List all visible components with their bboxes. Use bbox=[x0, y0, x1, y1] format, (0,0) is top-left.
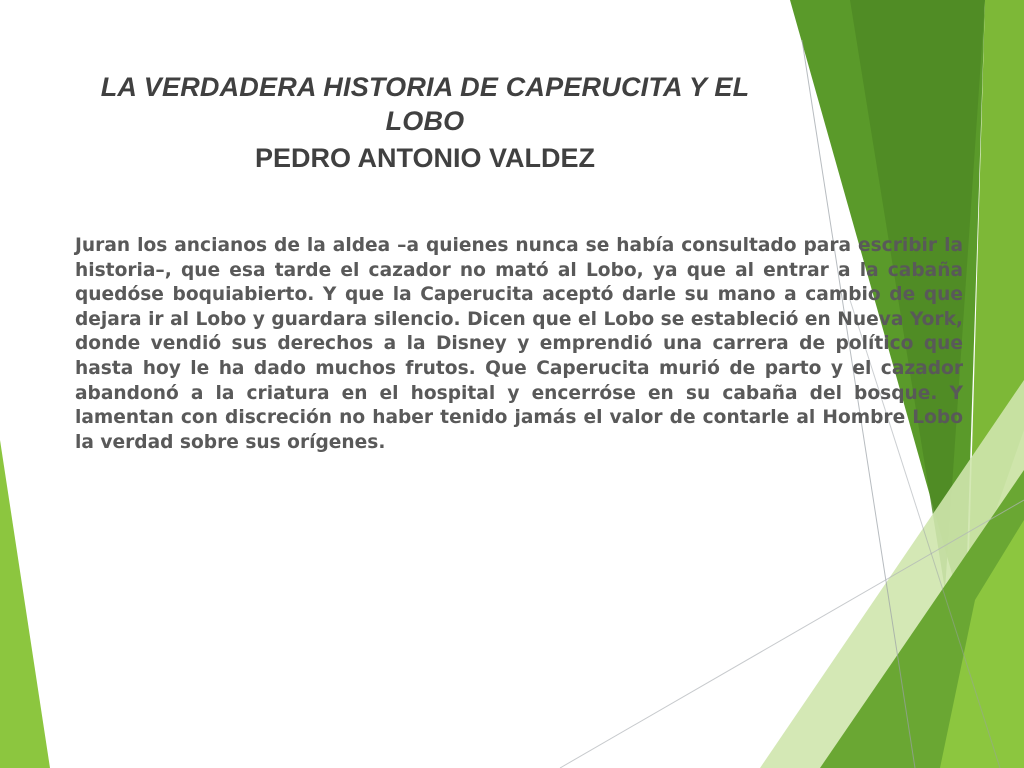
story-paragraph: Juran los ancianos de la aldea –a quienes nunca se había consultado para escribir la historia–, que esa tarde el cazador no mató al Lobo, ya que al entrar a la cabaña quedóse boquiabierto. Y que la Caperucita aceptó darle su mano a cambio de que dejara ir al Lobo y guardara silencio. Dicen que el Lobo se estableció en Nueva York, donde vendió sus derechos a la Disney y emprendió una carrera de político que hasta hoy le ha dado muchos frutos. Que Caperucita murió de parto y el cazador abandonó a la criatura en el hospital y encerróse en su cabaña del bosque. Y lamentan con discreción no haber tenido jamás el valor de contarle al Hombre Lobo la verdad sobre sus orígenes. bbox=[75, 235, 963, 453]
left-green-sliver bbox=[0, 440, 50, 768]
title-block bbox=[60, 70, 790, 176]
author-name: PEDRO ANTONIO VALDEZ bbox=[254, 143, 596, 173]
title-line-1: LA VERDADERA HISTORIA DE CAPERUCITA Y EL bbox=[100, 72, 750, 102]
title-line-2: LOBO bbox=[385, 106, 465, 136]
